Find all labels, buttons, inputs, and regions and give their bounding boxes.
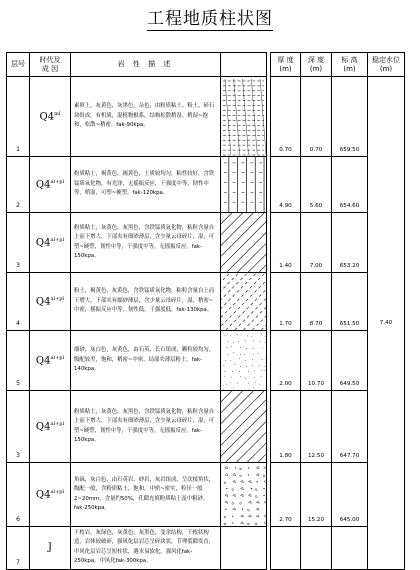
age-symbol: Q4	[36, 355, 51, 366]
header-elev-l2: (m)	[343, 65, 355, 73]
header-depth-l1: 深 度	[308, 56, 324, 64]
layer-number: 7	[7, 527, 30, 570]
layer-elev: 659.50	[332, 77, 368, 157]
layer-description: 粉质粘土，褐黄色，褐黄色，土质较均匀，粘性较好，含铁锰质氧化物，有光泽，无摇振反应，干强度中等，韧性中等，稍湿，可塑~硬塑。fak-120kpa。	[71, 157, 221, 213]
layer-depth: 12.50	[301, 391, 332, 463]
layer-number: 3	[7, 391, 30, 463]
layer-row	[7, 391, 405, 463]
header-water-l1: 稳定水位	[372, 56, 400, 64]
layer-row	[7, 273, 405, 331]
layer-elev: 647.70	[332, 391, 368, 463]
age-symbol: Q4	[36, 237, 51, 248]
layer-description: 粉质粘土，灰黄色，灰黑色，含铁锰质氧化物，粘粒含量自上而下增大，下部夹有细砂薄层，含少量云母碎片，湿，可塑~硬塑，韧性中等，干强度中等，无摇振反应。fak-150kpa。	[71, 213, 221, 273]
layer-number: 2	[7, 157, 30, 213]
layer-description: 粉土，褐黄色，灰黄色，含铁锰质氧化物，粘粒含量自上而下增大，下部夹有细砂薄层，含少量云母碎片，湿，稍密~中密，摇振反应中等，韧性低，干强度低。fak-130kpa。	[71, 273, 221, 331]
age-genesis: al+pl	[50, 355, 64, 361]
layer-row	[7, 331, 405, 391]
lithology-fill-pattern	[221, 77, 266, 156]
layer-elev: 654.60	[332, 157, 368, 213]
age-genesis: ml	[54, 111, 60, 117]
layer-elev: 651.50	[332, 273, 368, 331]
layer-depth	[301, 527, 332, 570]
layer-row	[7, 463, 405, 527]
layer-thick: 2.00	[271, 331, 301, 391]
lithology-rock-pattern	[221, 527, 266, 569]
header-elev-l1: 标 高	[341, 56, 357, 64]
age-symbol: Q4	[40, 111, 55, 122]
lithology-pattern	[221, 331, 267, 391]
layer-description: 千枚岩，灰绿色，灰黄色，灰黑色，变余结构，千枚状构造，岩体较破碎，强风化层岩芯呈碎块状，节理裂隙发育，中风化层岩芯呈短柱状，遇水易软化。强风化fak-250kpa，中风化fak-300kpa。	[71, 527, 221, 570]
header-elev	[332, 53, 368, 77]
header-thick	[271, 53, 301, 77]
layer-number: 5	[7, 331, 30, 391]
age-genesis: al+pl	[50, 489, 64, 495]
water-level: 7.40	[368, 77, 405, 570]
layer-thick: 4.90	[271, 157, 301, 213]
lithology-pattern	[221, 157, 267, 213]
layer-thick: 1.40	[271, 213, 301, 273]
layer-age	[30, 331, 71, 391]
layer-row	[7, 527, 405, 570]
layer-elev: 653.20	[332, 213, 368, 273]
age-symbol: Q4	[36, 296, 51, 307]
layer-age	[30, 273, 71, 331]
layer-number: 6	[7, 463, 30, 527]
layer-elev: 649.50	[332, 331, 368, 391]
header-water-l2: (m)	[380, 65, 392, 73]
age-symbol: Q4	[36, 421, 51, 432]
layer-depth: 8.70	[301, 273, 332, 331]
lithology-silty-pattern	[221, 391, 266, 462]
layer-description: 素填土，灰黄色，灰黑色，杂色，由粉质粘土、粉土、碎石块组成，有机质，混植物根系，结构松散稍湿。稍湿~饱和，松散~稍密。fak-90kpa。	[71, 77, 221, 157]
lithology-silt-pattern	[221, 273, 266, 330]
layer-age	[30, 527, 71, 570]
layer-age	[30, 157, 71, 213]
layer-age	[30, 463, 71, 527]
layer-depth: 10.70	[301, 331, 332, 391]
lithology-pattern	[221, 463, 267, 527]
layer-age	[30, 213, 71, 273]
layer-number: 1	[7, 77, 30, 157]
header-age-l1: 时代及	[40, 56, 61, 64]
header-age	[30, 53, 71, 77]
header-thick-l2: (m)	[279, 65, 291, 73]
lithology-gravel-pattern	[221, 463, 266, 526]
age-symbol: Q4	[36, 489, 51, 500]
layer-depth: 0.70	[301, 77, 332, 157]
layer-description: 细砂，灰白色，灰黄色，由石英、长石组成，颗粒较均匀，级配较差，饱和，稍密~中密，局部夹薄层粉土。fak-140kpa。	[71, 331, 221, 391]
page-title	[0, 4, 420, 29]
lithology-pattern	[221, 527, 267, 570]
geology-column-table	[6, 52, 405, 570]
header-depth-l2: (m)	[310, 65, 322, 73]
header-row	[7, 53, 405, 77]
lithology-pattern	[221, 213, 267, 273]
layer-description: 粉质粘土，灰黄色，灰黑色，含铁锰质氧化物，粘粒含量自上而下增大，下部夹有细砂薄层，含少量云母碎片，湿，可塑~硬塑，韧性中等，干强度中等，无摇振反应。fak-150kpa。	[71, 391, 221, 463]
header-water	[368, 53, 405, 77]
title-text: 工程地质柱状图	[147, 9, 273, 31]
age-genesis: al+pl	[50, 421, 64, 427]
age-genesis: al+pl	[50, 179, 64, 185]
layer-thick: 0.70	[271, 77, 301, 157]
header-thick-l1: 厚 度	[277, 56, 293, 64]
header-desc: 岩 性 描 述	[71, 53, 221, 77]
layer-number: 4	[7, 273, 30, 331]
layer-depth: 5.60	[301, 157, 332, 213]
layer-row	[7, 213, 405, 273]
layer-age	[30, 391, 71, 463]
lithology-clay-pattern	[221, 157, 266, 212]
layer-description: 角砾，灰白色，由石英岩、砂岩、灰岩组成，呈次棱角状，级配一般，含粉质粘土，饱和，中密~密实，粒径一般2~20mm，含量约50%，孔隙充填粉质粘土及中粗砂。fak-250kpa。	[71, 463, 221, 527]
layer-elev: 645.00	[332, 463, 368, 527]
layer-row	[7, 157, 405, 213]
header-depth	[301, 53, 332, 77]
layer-elev	[332, 527, 368, 570]
layer-thick	[271, 527, 301, 570]
lithology-pattern	[221, 77, 267, 157]
layer-number: 3	[7, 213, 30, 273]
header-column	[221, 53, 267, 77]
header-layer: 层号	[7, 53, 30, 77]
age-symbol: Q4	[36, 179, 51, 190]
age-symbol: J	[48, 542, 52, 553]
layer-depth: 7.00	[301, 213, 332, 273]
header-age-l2: 成 因	[42, 65, 58, 73]
age-genesis: al+pl	[50, 237, 64, 243]
layer-thick: 1.70	[271, 273, 301, 331]
lithology-sand-pattern	[221, 331, 266, 390]
layer-row	[7, 77, 405, 157]
lithology-pattern	[221, 273, 267, 331]
lithology-pattern	[221, 391, 267, 463]
age-genesis: al+pl	[50, 296, 64, 302]
layer-depth: 15.20	[301, 463, 332, 527]
lithology-silty-pattern	[221, 213, 266, 272]
layer-thick: 2.70	[271, 463, 301, 527]
layer-age	[30, 77, 71, 157]
layer-thick: 1.80	[271, 391, 301, 463]
